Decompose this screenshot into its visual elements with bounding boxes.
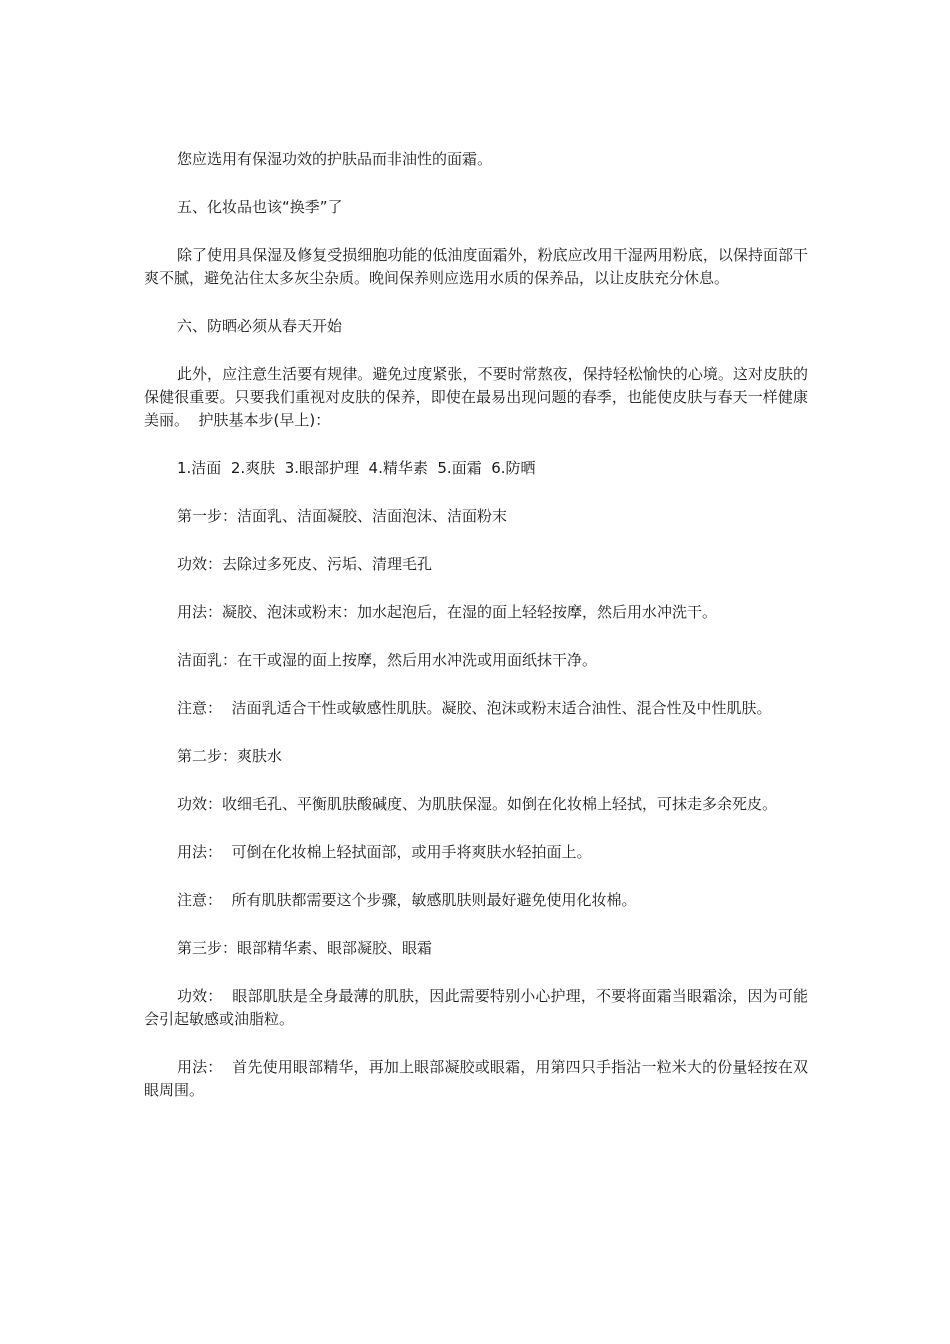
heading-sunscreen-spring: 六、防晒必须从春天开始 (177, 317, 343, 335)
paragraph-step2-effect: 功效：收细毛孔、平衡肌肤酸碱度、为肌肤保湿。如倒在化妆棉上轻拭，可抹走多余死皮。 (177, 795, 778, 813)
document-body (144, 148, 808, 1127)
paragraph-moisturizer-advice: 您应选用有保湿功效的护肤品而非油性的面霜。 (177, 150, 493, 168)
paragraph-step-list: 1.洁面 2.爽肤 3.眼部护理 4.精华素 5.面霜 6.防晒 (177, 459, 536, 477)
heading-cosmetics-season: 五、化妆品也该“换季”了 (177, 198, 343, 216)
paragraph-step2-note: 注意： 所有肌肤都需要这个步骤，敏感肌肤则最好避免使用化妆棉。 (177, 891, 637, 909)
paragraph-step1-cleanser-milk: 洁面乳：在干或湿的面上按摩，然后用水冲洗或用面纸抹干净。 (177, 651, 598, 669)
paragraph-foundation-advice: 除了使用具保湿及修复受损细胞功能的低油度面霜外，粉底应改用干湿两用粉底，以保持面部干爽不腻，避免沾住太多灰尘杂质。晚间保养则应选用水质的保养品，以让皮肤充分休息。 (144, 246, 808, 287)
paragraph-step3-usage: 用法： 首先使用眼部精华，再加上眼部凝胶或眼霜，用第四只手指沾一粒米大的份量轻按在双眼周围。 (144, 1058, 808, 1099)
paragraph-step3-effect: 功效： 眼部肌肤是全身最薄的肌肤，因此需要特别小心护理，不要将面霜当眼霜涂，因为可能会引起敏感或油脂粒。 (144, 987, 808, 1028)
paragraph-lifestyle-advice: 此外，应注意生活要有规律。避免过度紧张，不要时常熬夜，保持轻松愉快的心境。这对皮肤的保健很重要。只要我们重视对皮肤的保养，即使在最易出现问题的春季，也能使皮肤与春天一样健康美丽。 护肤基本步(早上)： (144, 365, 808, 429)
paragraph-step2-title: 第二步：爽肤水 (177, 747, 283, 765)
paragraph-step1-usage: 用法：凝胶、泡沫或粉末：加水起泡后，在湿的面上轻轻按摩，然后用水冲洗干。 (177, 603, 718, 621)
paragraph-step1-note: 注意： 洁面乳适合干性或敏感性肌肤。凝胶、泡沫或粉末适合油性、混合性及中性肌肤。 (177, 699, 772, 717)
paragraph-step1-title: 第一步：洁面乳、洁面凝胶、洁面泡沫、洁面粉末 (177, 507, 508, 525)
paragraph-step2-usage: 用法： 可倒在化妆棉上轻拭面部，或用手将爽肤水轻拍面上。 (177, 843, 592, 861)
paragraph-step1-effect: 功效：去除过多死皮、污垢、清理毛孔 (177, 555, 433, 573)
paragraph-step3-title: 第三步：眼部精华素、眼部凝胶、眼霜 (177, 939, 433, 957)
